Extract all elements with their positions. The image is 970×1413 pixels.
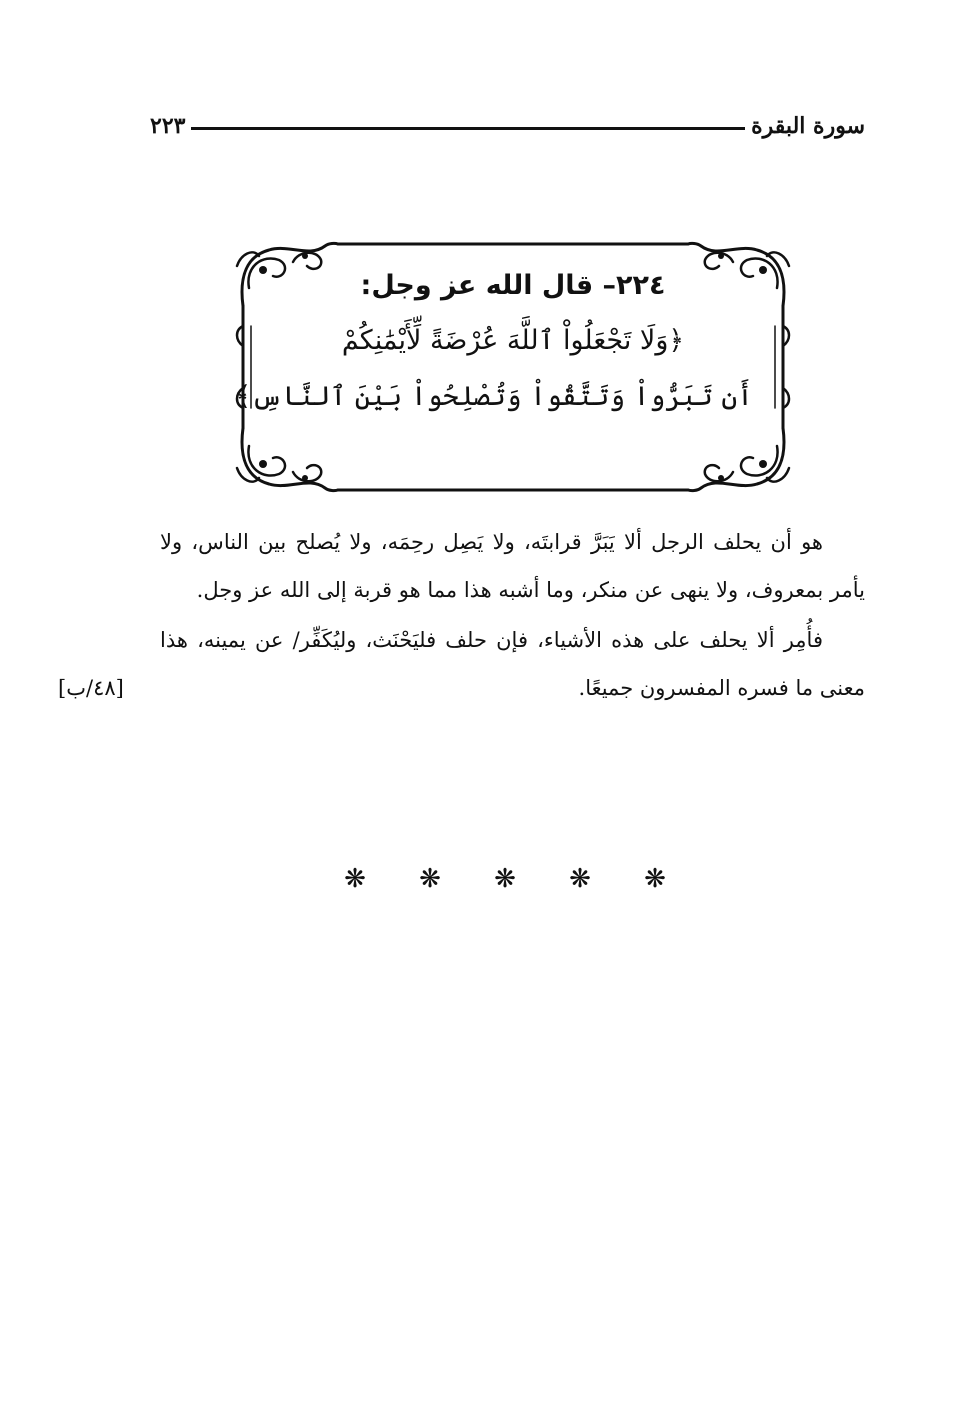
commentary-paragraph-2: فأُمِر ألا يحلف على هذه الأشياء، فإن حلف فليَحْنَث، وليُكَفِّر/ عن يمينه، هذا معنى ما فسره المفسرون جميعًا. [160, 628, 865, 700]
verse-frame [233, 236, 793, 498]
verse-line-2: أَن تَبَرُّواْ وَتَتَّقُواْ وَتُصْلِحُواْ بَيْنَ ٱلنَّاسِ﴾ [235, 381, 753, 412]
separator-star-icon: ❋ [494, 864, 516, 894]
page-header [150, 108, 865, 144]
separator-star-icon: ❋ [644, 864, 666, 894]
header-rule [191, 127, 745, 130]
manuscript-folio-note: [٤٨/ب] [58, 676, 124, 700]
commentary-paragraph-1: هو أن يحلف الرجل ألا يَبَرَّ قرابتَه، ولا يَصِل رحِمَه، ولا يُصلح بين الناس، ولا يأمر بمعروف، ولا ينهى عن منكر، وما أشبه هذا مما هو قربة إلى الله عز وجل. [160, 530, 865, 602]
verse-heading: ٢٢٤– قال الله عز وجل: [360, 270, 666, 301]
separator-star-icon: ❋ [344, 864, 366, 894]
section-separator [340, 864, 670, 894]
commentary-text [160, 518, 865, 712]
verse-line-1: ﴿وَلَا تَجْعَلُواْ ٱللَّهَ عُرْضَةً لِّأَيْمَٰنِكُمْ [341, 325, 685, 356]
verse-content [235, 270, 753, 425]
separator-star-icon: ❋ [419, 864, 441, 894]
separator-star-icon: ❋ [569, 864, 591, 894]
page-number: ٢٢٣ [150, 113, 186, 139]
running-title: سورة البقرة [751, 113, 865, 139]
